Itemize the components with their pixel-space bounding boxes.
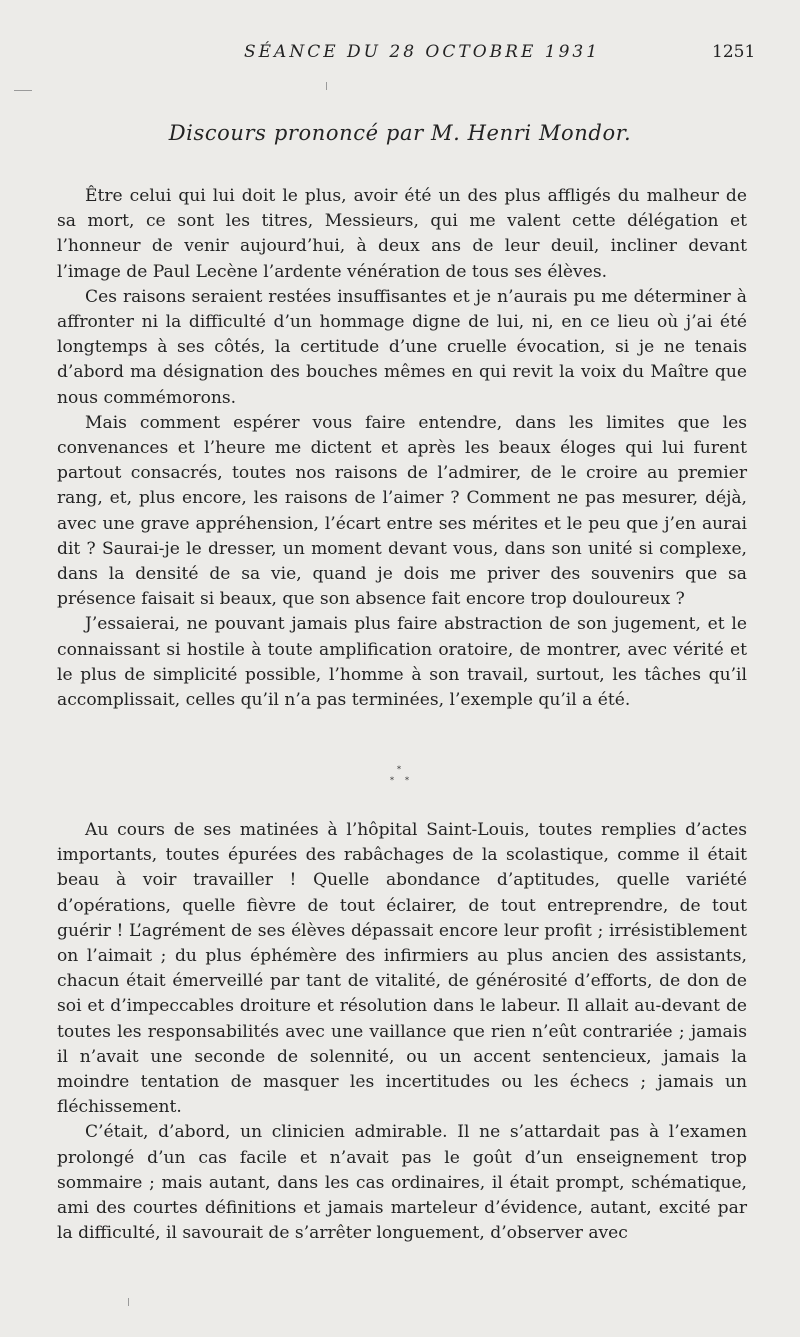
paragraph: Être celui qui lui doit le plus, avoir été un des plus affligés du malheur de sa mort, ce sont les titres, Messieurs, qui me valent cette délégation et l’honneur de venir aujourd’hui, à deux ans de leur deuil, incliner devant l’image de Paul Lecène l’ardente vénération de tous ses élèves. [57,186,747,282]
paragraph: C’était, d’abord, un clinicien admirable. Il ne s’attardait pas à l’examen prolongé d’un cas facile et n’avait pas le goût d’un enseignement trop sommaire ; mais autant, dans les cas ordinaires, il était prompt, schématique, ami des courtes définitions et jamais marteleur d’évidence, autant, excité par la difficulté, il savourait de s’arrêter longuement, d’observer avec [57,1122,747,1244]
page-number: 1251 [712,42,756,62]
paragraph: Mais comment espérer vous faire entendre, dans les limites que les convenances et l’heure me dictent et après les beaux éloges qui lui furent partout consacrés, toutes nos raisons de l’admirer, de le croire au premier rang, et, plus encore, les raisons de l’aimer ? Comment ne pas mesurer, déjà, avec une grave appréhension, l’écart entre ses mérites et le peu que j’en aurai dit ? Saurai-je le dresser, un moment devant vous, dans son unité si complexe, dans la densité de sa vie, quand je dois me priver des souvenirs que sa présence faisait si beaux, que son absence fait encore trop douloureux ? [57,412,747,610]
paragraph: Ces raisons seraient restées insuffisantes et je n’aurais pu me déterminer à affronter ni la difficulté d’un hommage digne de lui, ni, en ce lieu où j’ai été longtemps à ses côtés, la certitude d’une cruelle évocation, si je ne tenais d’abord ma désignation des bouches mêmes en qui revit la voix du Maître que nous commémorons. [57,286,747,408]
section-break-asterism [380,766,420,796]
body-text [57,184,747,713]
paragraph: Au cours de ses matinées à l’hôpital Saint-Louis, toutes remplies d’actes importants, toutes épurées des rabâchages de la scolastique, comme il était beau à voir travailler ! Quelle abondance d’aptitudes, quelle variété d’opérations, quelle fièvre de tout éclairer, de tout entreprendre, de tout guérir ! L’agrément de ses élèves dépassait encore leur profit ; irrésistiblement on l’aimait ; du plus éphémère des infirmiers au plus ancien des assistants, chacun était émerveillé par tant de vitalité, de générosité d’efforts, de don de soi et d’impeccables droiture et résolution dans le labeur. Il allait au-devant de toutes les responsabilités avec une vaillance que rien n’eût contrariée ; jamais il n’avait une seconde de solennité, ou un accent sentencieux, jamais la moindre tentation de masquer les incertitudes ou les échecs ; jamais un fléchissement. [57,820,747,1118]
running-title: SÉANCE DU 28 OCTOBRE 1931 [244,42,601,62]
asterisk: * [390,776,394,785]
paragraph: J’essaierai, ne pouvant jamais plus faire abstraction de son jugement, et le connaissant si hostile à toute amplification oratoire, de montrer, avec vérité et le plus de simplicité possible, l’homme à son travail, surtout, les tâches qu’il accomplissait, celles qu’il n’a pas terminées, l’exemple qu’il a été. [57,614,747,711]
margin-mark [14,90,32,91]
margin-mark [128,1298,129,1306]
section-title: Discours prononcé par M. Henri Mondor. [168,121,632,145]
margin-mark [326,82,327,90]
page-header [0,42,800,68]
asterisk: * [397,765,401,774]
asterisk: * [405,776,409,785]
body-text-section-2 [57,818,747,1246]
